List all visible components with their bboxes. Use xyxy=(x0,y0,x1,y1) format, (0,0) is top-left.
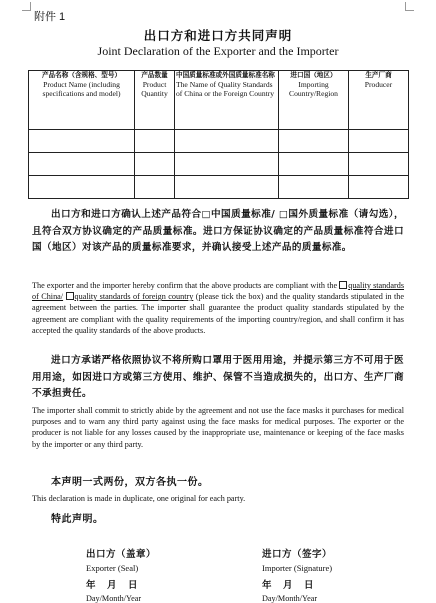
header-product-quantity: 产品数量 Product Quantity xyxy=(135,71,175,130)
exporter-date-cn: 年 月 日 xyxy=(86,580,139,591)
title-chinese: 出口方和进口方共同声明 xyxy=(143,28,293,43)
paragraph-quality-en: The exporter and the importer hereby confirm that the above products are compliant with the quality standards of China/ quality standards of foreign country (please tick the box) and the quality standards stipulated in the agreement between the parties. The importer shall guarantee the product quality standards stipulated by the agreement are compliant with the quality requirements of the importing country/region, and shall confirm it has accepted the quality standards of the above products. xyxy=(32,281,405,335)
paragraph-duplicate-cn: 本声明一式两份，双方各执一份。 xyxy=(51,477,209,488)
paragraph-commitment-cn: 进口方承诺严格依照协议不将所购口罩用于医用用途，并提示第三方不可用于医用用途，如因进口方或第三方使用、维护、保管不当造成损失的，出口方、生产厂商不承担责任。 xyxy=(32,355,404,399)
header-importing-country: 进口国（地区） Importing Country/Region xyxy=(279,71,349,130)
annex-label: 附件 1 xyxy=(34,11,66,23)
table-cell[interactable] xyxy=(135,153,175,176)
table-cell[interactable] xyxy=(135,130,175,153)
paragraph-commitment-en: The importer shall commit to strictly abide by the agreement and not use the face masks it purchases for medical purposes and to warn any third party against using the face masks for medical purposes. The exporter or the producer is not liable for any losses caused by the inappropriate use, maintenance or keeping of the face masks by the importer or any third party. xyxy=(32,406,404,449)
table-cell[interactable] xyxy=(279,153,349,176)
importer-signature-label-en: Importer (Signature) xyxy=(262,563,333,573)
table-cell[interactable] xyxy=(29,153,135,176)
table-row xyxy=(29,130,409,153)
page-corner-mark-left xyxy=(22,2,31,11)
table-cell[interactable] xyxy=(29,176,135,199)
table-cell[interactable] xyxy=(349,130,409,153)
importer-date-en: Day/Month/Year xyxy=(262,594,318,603)
title-english: Joint Declaration of the Exporter and the Importer xyxy=(97,44,339,58)
exporter-date-en: Day/Month/Year xyxy=(86,594,142,603)
exporter-seal-label-en: Exporter (Seal) xyxy=(86,563,139,573)
exporter-seal-label-cn: 出口方（盖章） xyxy=(86,549,157,560)
table-cell[interactable] xyxy=(279,130,349,153)
checkbox-china-standard[interactable] xyxy=(339,281,347,289)
importer-signature-block xyxy=(262,546,332,603)
table-cell[interactable] xyxy=(175,130,279,153)
exporter-signature-block xyxy=(86,546,156,603)
paragraph-declaration-cn: 特此声明。 xyxy=(51,514,104,525)
paragraph-duplicate-en: This declaration is made in duplicate, one original for each party. xyxy=(32,494,246,503)
table-cell[interactable] xyxy=(279,176,349,199)
table-cell[interactable] xyxy=(175,153,279,176)
table-cell[interactable] xyxy=(349,153,409,176)
table-cell[interactable] xyxy=(135,176,175,199)
table-row xyxy=(29,153,409,176)
table-cell[interactable] xyxy=(29,130,135,153)
page-corner-mark-right xyxy=(405,2,414,11)
product-table xyxy=(28,70,409,199)
paragraph-quality-cn: 出口方和进口方确认上述产品符合□中国质量标准/ □国外质量标准（请勾选），且符合双方协议确定的产品质量标准。进口方保证协议确定的产品质量标准符合进口国（地区）对该产品的质量标准要求，并确认接受上述产品的质量标准。 xyxy=(32,209,404,253)
importer-signature-label-cn: 进口方（签字） xyxy=(262,549,333,560)
header-producer: 生产厂商 Producer xyxy=(349,71,409,130)
header-product-name: 产品名称（含规格、型号） Product Name (including specifications and model) xyxy=(29,71,135,130)
importer-date-cn: 年 月 日 xyxy=(262,580,315,591)
header-quality-standards: 中国质量标准或外国质量标准名称 The Name of Quality Standards of China or the Foreign Country xyxy=(175,71,279,130)
table-cell[interactable] xyxy=(175,176,279,199)
table-row xyxy=(29,176,409,199)
checkbox-foreign-standard[interactable] xyxy=(66,292,74,300)
table-header-row xyxy=(29,71,409,130)
table-cell[interactable] xyxy=(349,176,409,199)
